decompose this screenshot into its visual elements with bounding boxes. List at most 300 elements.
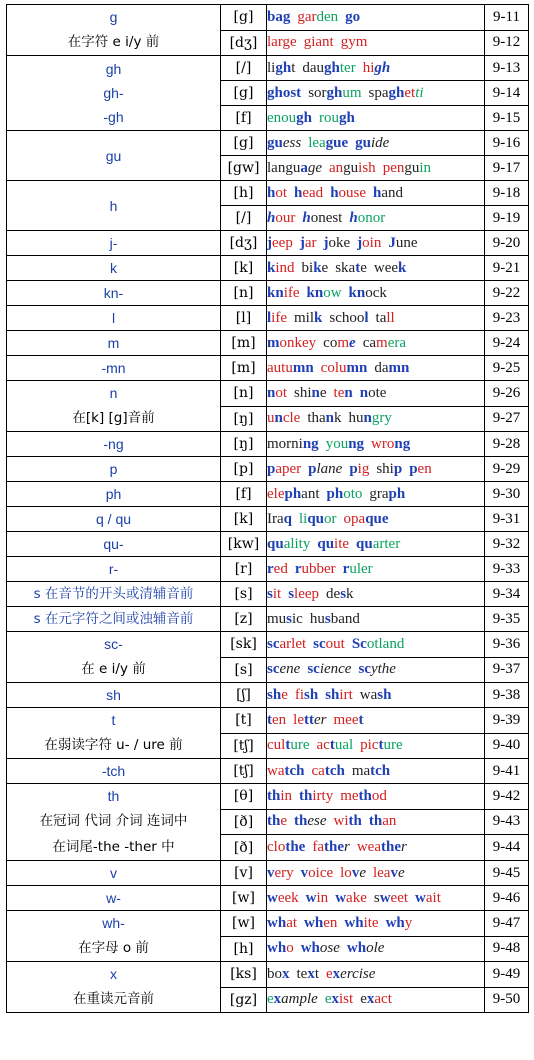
example-word: anguish	[329, 159, 376, 176]
pattern-cell	[7, 784, 221, 861]
pattern-cell	[7, 962, 221, 1013]
pattern-label: qu-	[103, 536, 124, 552]
example-word: paper	[267, 460, 302, 477]
example-word: photo	[326, 485, 363, 502]
example-words-cell	[267, 156, 485, 181]
lesson-number-cell: 9-40	[485, 733, 529, 759]
example-word: weather	[356, 839, 407, 856]
pattern-cell	[7, 683, 221, 708]
table-row	[7, 911, 529, 937]
lesson-number-cell: 9-39	[485, 708, 529, 734]
example-word: jar	[299, 234, 317, 251]
ipa-cell: [gz]	[221, 987, 267, 1013]
example-word: desk	[326, 585, 354, 602]
example-word: win	[305, 889, 329, 906]
example-word: red	[267, 560, 288, 577]
example-words-cell	[267, 911, 485, 937]
example-word: text	[296, 965, 319, 982]
ipa-cell: [w]	[221, 911, 267, 937]
example-word: guide	[355, 134, 390, 151]
lesson-number-cell: 9-44	[485, 835, 529, 861]
lesson-number-cell: 9-43	[485, 809, 529, 835]
pattern-cell	[7, 507, 221, 532]
ipa-cell: [ŋ]	[221, 432, 267, 457]
pattern-cell	[7, 632, 221, 683]
example-word: hungry	[348, 410, 392, 427]
example-word: ten	[333, 384, 353, 401]
example-word: wait	[415, 889, 441, 906]
example-word: exercise	[326, 965, 376, 982]
pattern-label: g	[109, 9, 118, 25]
example-word: clothe	[267, 839, 306, 856]
example-word: monkey	[267, 334, 317, 351]
pattern-label: x	[110, 966, 117, 982]
example-words-cell	[267, 861, 485, 886]
example-word: father	[312, 839, 350, 856]
pattern-cell	[7, 231, 221, 256]
table-row	[7, 861, 529, 886]
example-words-cell	[267, 281, 485, 306]
lesson-number-cell: 9-21	[485, 256, 529, 281]
example-word: meet	[333, 711, 364, 728]
example-word: know	[306, 284, 342, 301]
example-word: hour	[267, 209, 296, 226]
example-word: note	[359, 384, 387, 401]
ipa-cell: [g]	[221, 5, 267, 31]
table-row	[7, 5, 529, 31]
example-word: house	[330, 184, 367, 201]
example-word: bike	[301, 259, 329, 276]
pattern-cell	[7, 557, 221, 582]
ipa-cell: [/]	[221, 56, 267, 81]
example-words-cell	[267, 131, 485, 156]
ipa-cell: [s]	[221, 582, 267, 607]
example-words-cell	[267, 759, 485, 784]
pattern-label: th	[107, 788, 120, 804]
example-word: scythe	[358, 661, 396, 678]
example-word: go	[345, 8, 361, 25]
lesson-number-cell: 9-31	[485, 507, 529, 532]
example-word: box	[267, 965, 290, 982]
pattern-cell	[7, 56, 221, 131]
example-word: daughter	[302, 59, 356, 76]
example-word: camera	[362, 334, 406, 351]
ipa-cell: [kw]	[221, 532, 267, 557]
example-words-cell	[267, 106, 485, 131]
ipa-cell: [ð]	[221, 835, 267, 861]
lesson-number-cell: 9-17	[485, 156, 529, 181]
pattern-label: -ng	[103, 436, 124, 452]
example-word: sit	[267, 585, 282, 602]
pattern-label: v	[110, 865, 117, 881]
example-word: music	[267, 610, 303, 627]
table-row	[7, 131, 529, 156]
example-word: week	[267, 889, 299, 906]
ipa-cell: [gw]	[221, 156, 267, 181]
ipa-cell: [dʒ]	[221, 30, 267, 56]
pattern-label: wh-	[102, 915, 125, 931]
example-words-cell	[267, 30, 485, 56]
example-word: when	[304, 914, 338, 931]
pattern-note: 在词尾-the -ther 中	[52, 839, 175, 855]
example-word: gym	[340, 34, 368, 51]
example-word: these	[294, 813, 327, 830]
ipa-cell: [p]	[221, 457, 267, 482]
example-word: ten	[267, 711, 287, 728]
example-word: scarlet	[267, 635, 307, 652]
example-word: husband	[309, 610, 360, 627]
pattern-label: l	[111, 310, 116, 326]
pattern-label: t	[111, 712, 116, 728]
example-word: shine	[294, 384, 327, 401]
example-word: what	[267, 914, 298, 931]
example-words-cell	[267, 56, 485, 81]
pattern-cell	[7, 861, 221, 886]
example-words-cell	[267, 962, 485, 988]
example-word: ruler	[342, 560, 373, 577]
ipa-cell: [/]	[221, 206, 267, 231]
ipa-cell: [r]	[221, 557, 267, 582]
pattern-note: 在字符 e i/y 前	[67, 34, 160, 50]
pattern-label: j-	[109, 235, 118, 251]
example-word: hot	[267, 184, 288, 201]
pattern-cell	[7, 381, 221, 432]
lesson-number-cell: 9-33	[485, 557, 529, 582]
example-word: rubber	[294, 560, 336, 577]
pattern-cell	[7, 432, 221, 457]
pattern-label: sh	[106, 687, 121, 703]
example-word: with	[333, 813, 362, 830]
ipa-cell: [h]	[221, 936, 267, 962]
example-words-cell	[267, 784, 485, 810]
pattern-label: q / qu	[95, 511, 132, 527]
example-word: sweet	[373, 889, 409, 906]
pattern-label: s 在元字符之间或浊辅音前	[33, 611, 194, 627]
pattern-label: m	[107, 335, 120, 351]
pattern-cell	[7, 886, 221, 911]
example-word: giant	[303, 34, 334, 51]
lesson-number-cell: 9-47	[485, 911, 529, 937]
example-word: whose	[300, 940, 340, 957]
ipa-cell: [h]	[221, 181, 267, 206]
example-word: plane	[308, 460, 343, 477]
ipa-cell: [k]	[221, 256, 267, 281]
pattern-label: p	[109, 461, 118, 477]
lesson-number-cell: 9-18	[485, 181, 529, 206]
lesson-number-cell: 9-42	[485, 784, 529, 810]
example-word: light	[267, 59, 296, 76]
example-word: quite	[317, 535, 350, 552]
table-row	[7, 281, 529, 306]
ipa-cell: [n]	[221, 381, 267, 407]
example-word: rough	[319, 109, 355, 126]
table-row	[7, 457, 529, 482]
pattern-cell	[7, 5, 221, 56]
ipa-cell: [m]	[221, 356, 267, 381]
example-word: quality	[267, 535, 311, 552]
example-word: shirt	[325, 686, 353, 703]
pattern-label: s 在音节的开头或清辅音前	[33, 586, 194, 602]
example-word: elephant	[267, 485, 320, 502]
lesson-number-cell: 9-37	[485, 657, 529, 683]
table-row	[7, 532, 529, 557]
example-word: uncle	[267, 410, 301, 427]
lesson-number-cell: 9-13	[485, 56, 529, 81]
table-row	[7, 356, 529, 381]
ipa-cell: [g]	[221, 81, 267, 106]
lesson-number-cell: 9-20	[485, 231, 529, 256]
example-words-cell	[267, 457, 485, 482]
phonics-table	[6, 4, 529, 1013]
example-word: catch	[311, 762, 345, 779]
example-word: young	[325, 435, 365, 452]
table-row	[7, 962, 529, 988]
ipa-cell: [tʃ]	[221, 759, 267, 784]
example-words-cell	[267, 507, 485, 532]
example-words-cell	[267, 231, 485, 256]
example-word: why	[385, 914, 413, 931]
pattern-cell	[7, 759, 221, 784]
table-row	[7, 432, 529, 457]
example-word: school	[329, 309, 369, 326]
example-words-cell	[267, 356, 485, 381]
table-row	[7, 231, 529, 256]
example-word: Iraq	[267, 510, 292, 527]
table-row	[7, 784, 529, 810]
pattern-note: 在 e i/y 前	[81, 661, 146, 677]
example-word: exact	[360, 991, 392, 1008]
example-words-cell	[267, 206, 485, 231]
example-words-cell	[267, 632, 485, 658]
pattern-cell	[7, 306, 221, 331]
pattern-label: gh-	[103, 85, 124, 101]
ipa-cell: [l]	[221, 306, 267, 331]
example-word: scout	[313, 635, 345, 652]
example-word: wrong	[371, 435, 411, 452]
example-word: damn	[374, 359, 410, 376]
lesson-number-cell: 9-35	[485, 607, 529, 632]
table-row	[7, 181, 529, 206]
example-word: example	[267, 991, 318, 1008]
example-word: joke	[323, 234, 351, 251]
example-word: than	[368, 813, 397, 830]
lesson-number-cell: 9-30	[485, 482, 529, 507]
pattern-label: gu	[105, 147, 122, 164]
example-word: knife	[267, 284, 300, 301]
table-row	[7, 708, 529, 734]
pattern-cell	[7, 911, 221, 962]
example-word: join	[357, 234, 382, 251]
pattern-note: 在冠词 代词 介词 连词中	[39, 813, 188, 829]
example-word: large	[267, 34, 297, 51]
example-word: sleep	[288, 585, 320, 602]
example-word: very	[267, 864, 294, 881]
lesson-number-cell: 9-32	[485, 532, 529, 557]
ipa-cell: [ks]	[221, 962, 267, 988]
example-word: the	[267, 813, 288, 830]
example-word: who	[267, 940, 294, 957]
lesson-number-cell: 9-11	[485, 5, 529, 31]
example-word: thirty	[299, 787, 334, 804]
lesson-number-cell: 9-23	[485, 306, 529, 331]
ipa-cell: [tʃ]	[221, 733, 267, 759]
example-words-cell	[267, 557, 485, 582]
example-words-cell	[267, 657, 485, 683]
example-words-cell	[267, 987, 485, 1013]
example-word: pen	[409, 460, 432, 477]
example-word: ship	[376, 460, 403, 477]
example-word: culture	[267, 737, 310, 754]
table-row	[7, 607, 529, 632]
lesson-number-cell: 9-50	[485, 987, 529, 1013]
lesson-number-cell: 9-19	[485, 206, 529, 231]
pattern-cell	[7, 607, 221, 632]
ipa-cell: [t]	[221, 708, 267, 734]
lesson-number-cell: 9-25	[485, 356, 529, 381]
example-words-cell	[267, 936, 485, 962]
pattern-cell	[7, 181, 221, 231]
lesson-number-cell: 9-38	[485, 683, 529, 708]
table-row	[7, 256, 529, 281]
pattern-note: 在字母 o 前	[78, 940, 149, 956]
table-body	[7, 5, 529, 1013]
example-word: liquor	[299, 510, 337, 527]
example-word: penguin	[382, 159, 432, 176]
table-row	[7, 683, 529, 708]
example-word: wake	[335, 889, 367, 906]
example-word: honest	[302, 209, 343, 226]
pattern-cell	[7, 457, 221, 482]
pattern-note: 在[k] [g]音前	[72, 410, 155, 426]
example-word: skate	[335, 259, 367, 276]
lesson-number-cell: 9-29	[485, 457, 529, 482]
lesson-number-cell: 9-22	[485, 281, 529, 306]
example-word: graph	[369, 485, 406, 502]
example-word: letter	[293, 711, 327, 728]
ipa-cell: [sk]	[221, 632, 267, 658]
example-word: voice	[300, 864, 334, 881]
lesson-number-cell: 9-45	[485, 861, 529, 886]
example-word: spaghetti	[368, 84, 424, 101]
example-word: enough	[267, 109, 313, 126]
pattern-cell	[7, 708, 221, 759]
ipa-cell: [f]	[221, 482, 267, 507]
table-row	[7, 632, 529, 658]
lesson-number-cell: 9-48	[485, 936, 529, 962]
example-word: Scotland	[351, 635, 405, 652]
example-word: watch	[267, 762, 305, 779]
example-words-cell	[267, 582, 485, 607]
ipa-cell: [s]	[221, 657, 267, 683]
pattern-cell	[7, 256, 221, 281]
example-word: come	[323, 334, 356, 351]
example-word: whole	[346, 940, 385, 957]
ipa-cell: [g]	[221, 131, 267, 156]
pattern-cell	[7, 281, 221, 306]
lesson-number-cell: 9-46	[485, 886, 529, 911]
example-words-cell	[267, 306, 485, 331]
table-row	[7, 381, 529, 407]
ipa-cell: [n]	[221, 281, 267, 306]
table-row	[7, 507, 529, 532]
ipa-cell: [dʒ]	[221, 231, 267, 256]
example-words-cell	[267, 5, 485, 31]
example-words-cell	[267, 835, 485, 861]
table-row	[7, 557, 529, 582]
example-word: actual	[316, 737, 354, 754]
example-word: milk	[294, 309, 323, 326]
example-word: knock	[348, 284, 387, 301]
pattern-note: 在弱读字符 u- / ure 前	[44, 737, 183, 753]
lesson-number-cell: 9-36	[485, 632, 529, 658]
lesson-number-cell: 9-15	[485, 106, 529, 131]
example-word: hand	[373, 184, 404, 201]
example-word: sorghum	[308, 84, 362, 101]
example-word: June	[388, 234, 418, 251]
example-words-cell	[267, 708, 485, 734]
example-words-cell	[267, 331, 485, 356]
example-word: guess	[267, 134, 302, 151]
ipa-cell: [ʃ]	[221, 683, 267, 708]
lesson-number-cell: 9-34	[485, 582, 529, 607]
lesson-number-cell: 9-14	[485, 81, 529, 106]
example-words-cell	[267, 432, 485, 457]
ipa-cell: [ŋ]	[221, 406, 267, 432]
pattern-label: gh	[105, 61, 122, 77]
example-words-cell	[267, 81, 485, 106]
pattern-cell	[7, 582, 221, 607]
example-word: week	[373, 259, 407, 276]
example-word: match	[351, 762, 391, 779]
pattern-label: -gh	[103, 109, 124, 125]
pattern-note: 在重读元音前	[73, 991, 154, 1007]
example-word: opaque	[343, 510, 389, 527]
lesson-number-cell: 9-26	[485, 381, 529, 407]
example-words-cell	[267, 532, 485, 557]
example-word: quarter	[356, 535, 401, 552]
pattern-label: -mn	[101, 360, 126, 376]
pattern-label: n	[109, 385, 118, 401]
ipa-cell: [θ]	[221, 784, 267, 810]
table-row	[7, 759, 529, 784]
ipa-cell: [z]	[221, 607, 267, 632]
example-words-cell	[267, 733, 485, 759]
example-words-cell	[267, 406, 485, 432]
example-word: high	[362, 59, 391, 76]
pattern-cell	[7, 131, 221, 181]
example-word: white	[344, 914, 379, 931]
example-word: wash	[359, 686, 392, 703]
example-word: autumn	[267, 359, 314, 376]
ipa-cell: [m]	[221, 331, 267, 356]
example-word: ghost	[267, 84, 302, 101]
lesson-number-cell: 9-24	[485, 331, 529, 356]
example-word: fish	[294, 686, 319, 703]
example-word: life	[267, 309, 287, 326]
example-word: column	[320, 359, 368, 376]
example-word: picture	[360, 737, 403, 754]
table-row	[7, 331, 529, 356]
ipa-cell: [w]	[221, 886, 267, 911]
example-words-cell	[267, 381, 485, 407]
example-word: scene	[267, 661, 301, 678]
example-words-cell	[267, 256, 485, 281]
lesson-number-cell: 9-12	[485, 30, 529, 56]
example-word: tall	[375, 309, 395, 326]
pattern-label: kn-	[103, 285, 124, 301]
example-word: language	[267, 159, 322, 176]
example-word: not	[267, 384, 288, 401]
